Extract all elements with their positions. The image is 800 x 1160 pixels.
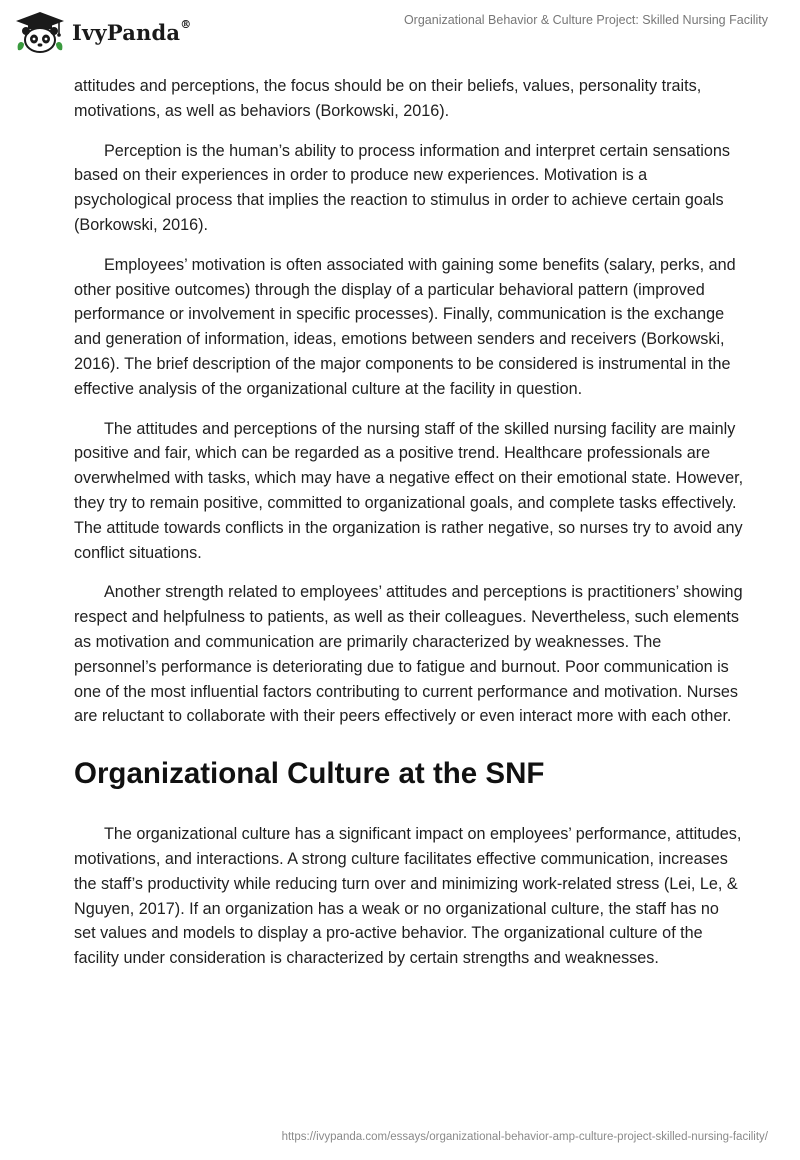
paragraph-perception: Perception is the human’s ability to process information and interpret certain sensations based on their experiences in order to produce new experiences. Motivation is a psychological process that implies the reaction to stimulus in order to achieve certain goals (Borkowski, 2016). bbox=[74, 141, 730, 234]
paragraph-motivation: Employees’ motivation is often associated with gaining some benefits (salary, perks, and other positive outcomes) through the display of a particular behavioral pattern (improved performance or involvement in specific processes). Finally, communication is the exchange and generation of information, ideas, emotions between senders and receivers (Borkowski, 2016). The brief description of the major components to be considered is instrumental in the effective analysis of the organizational culture at the facility in question. bbox=[74, 255, 736, 398]
document-title: Organizational Behavior & Culture Project: Skilled Nursing Facility bbox=[403, 13, 768, 27]
essay-body bbox=[74, 74, 744, 986]
paragraph-attitudes: The attitudes and perceptions of the nursing staff of the skilled nursing facility are mainly positive and fair, which can be regarded as a positive trend. Healthcare professionals are overwhelmed with tasks, which may have a negative effect on their emotional state. However, they try to remain positive, committed to organizational goals, and complete tasks effectively. The attitude towards conflicts in the organization is rather negative, so nurses try to avoid any conflict situations. bbox=[74, 419, 744, 562]
page-header bbox=[0, 0, 800, 70]
panda-graduation-cap-icon bbox=[14, 10, 66, 54]
logo-wordmark: IvyPanda® bbox=[72, 17, 192, 45]
paragraph-organizational-culture: The organizational culture has a significant impact on employees’ performance, attitudes, motivations, and interactions. A strong culture facilitates effective communication, increases the staff’s productivity while reducing turn over and minimizing work-related stress (Lei, Le, & Nguyen, 2017). If an organization has a weak or no organizational culture, the staff has no set values and models to display a pro-active behavior. The organizational culture of the facility under consideration is characterized by certain strengths and weaknesses. bbox=[74, 825, 742, 968]
paragraph-continuation: attitudes and perceptions, the focus should be on their beliefs, values, personality traits, motivations, as well as behaviors (Borkowski, 2016). bbox=[74, 77, 702, 120]
source-url[interactable]: https://ivypanda.com/essays/organizational-behavior-amp-culture-project-skilled-nursing-facility/ bbox=[281, 1131, 768, 1143]
registered-mark: ® bbox=[180, 17, 192, 31]
ivypanda-logo[interactable] bbox=[14, 10, 191, 54]
paragraph-strengths-weaknesses: Another strength related to employees’ attitudes and perceptions is practitioners’ showing respect and helpfulness to patients, as well as their colleagues. Nevertheless, such elements as motivation and communication are primarily characterized by weaknesses. The personnel’s performance is deteriorating due to fatigue and burnout. Poor communication is one of the most influential factors contributing to current performance and motivation. Nurses are reluctant to collaborate with their peers effectively or even interact more with each other. bbox=[74, 583, 743, 726]
section-heading: Organizational Culture at the SNF bbox=[74, 757, 545, 791]
